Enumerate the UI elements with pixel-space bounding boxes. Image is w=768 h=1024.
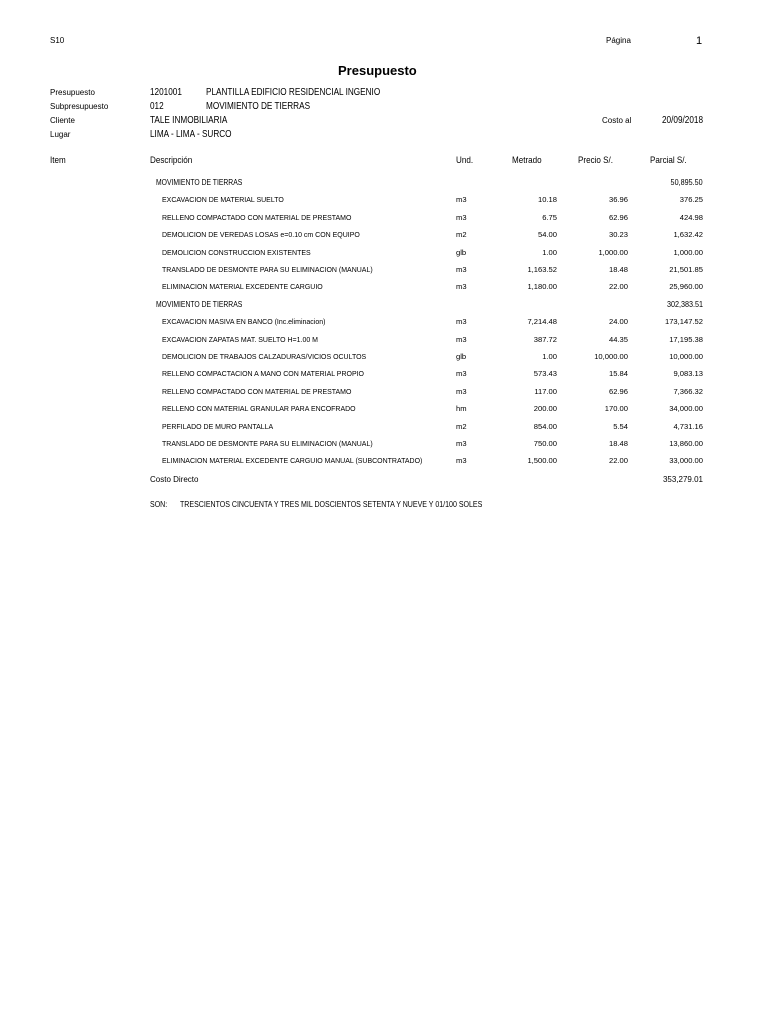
- row-precio: 15.84: [608, 369, 628, 379]
- row-parcial: 7,366.32: [673, 386, 703, 396]
- row-unit: m3: [456, 369, 467, 379]
- row-description: ELIMINACION MATERIAL EXCEDENTE CARGUIO: [162, 282, 323, 292]
- row-parcial: 4,731.16: [673, 421, 703, 431]
- row-metrado: 54.00: [537, 230, 557, 240]
- row-precio: 30.23: [608, 230, 628, 240]
- table-row: [0, 420, 768, 437]
- row-metrado: 10.18: [537, 195, 557, 205]
- son-label: SON:: [150, 500, 168, 509]
- table-row: [0, 246, 768, 263]
- costo-directo-label: Costo Directo: [150, 475, 199, 484]
- group-title: MOVIMIENTO DE TIERRAS: [156, 299, 243, 309]
- lugar-label: Lugar: [50, 130, 71, 139]
- row-metrado: 1.00: [542, 352, 557, 361]
- row-metrado: 573.43: [533, 369, 557, 379]
- row-parcial: 25,960.00: [669, 282, 703, 292]
- row-description: TRANSLADO DE DESMONTE PARA SU ELIMINACION (MANUAL): [162, 439, 373, 448]
- row-description: EXCAVACION MASIVA EN BANCO (Inc.eliminacion): [162, 317, 326, 327]
- group-total: 50,895.50: [670, 178, 703, 187]
- row-description: RELLENO COMPACTADO CON MATERIAL DE PRESTAMO: [162, 212, 352, 222]
- table-row: [0, 280, 768, 297]
- table-row: [0, 402, 768, 419]
- system-code: S10: [50, 36, 65, 45]
- row-precio: 18.48: [608, 439, 628, 448]
- row-parcial: 424.98: [679, 212, 703, 222]
- col-descripcion: Descripción: [150, 155, 193, 166]
- col-item: Item: [50, 155, 66, 166]
- row-unit: m2: [456, 421, 467, 431]
- group-row: [0, 298, 768, 315]
- row-metrado: 854.00: [533, 421, 557, 431]
- row-precio: 36.96: [608, 195, 628, 205]
- row-parcial: 9,083.13: [673, 369, 703, 379]
- row-description: PERFILADO DE MURO PANTALLA: [162, 421, 274, 431]
- row-unit: m3: [456, 195, 467, 205]
- page-number: 1: [696, 35, 703, 47]
- col-parcial: Parcial S/.: [650, 155, 687, 166]
- subpresupuesto-name: MOVIMIENTO DE TIERRAS: [206, 101, 311, 112]
- row-description: DEMOLICION DE TRABAJOS CALZADURAS/VICIOS OCULTOS: [162, 352, 367, 361]
- row-parcial: 173,147.52: [664, 317, 703, 327]
- row-description: RELLENO COMPACTADO CON MATERIAL DE PRESTAMO: [162, 386, 352, 396]
- group-row: [0, 176, 768, 193]
- row-parcial: 1,000.00: [673, 247, 703, 257]
- cliente-label: Cliente: [50, 116, 75, 125]
- row-precio: 24.00: [608, 317, 628, 327]
- row-precio: 1,000.00: [598, 247, 628, 257]
- row-description: DEMOLICION CONSTRUCCION EXISTENTES: [162, 247, 311, 257]
- table-row: [0, 385, 768, 402]
- costo-al-value: 20/09/2018: [662, 115, 704, 126]
- costo-directo-value: 353,279.01: [662, 475, 703, 484]
- row-parcial: 1,632.42: [673, 230, 703, 240]
- row-unit: m3: [456, 317, 467, 327]
- row-parcial: 17,195.38: [669, 334, 703, 344]
- row-precio: 62.96: [608, 212, 628, 222]
- row-description: ELIMINACION MATERIAL EXCEDENTE CARGUIO MANUAL (SUBCONTRATADO): [162, 456, 423, 466]
- page-label: Página: [606, 36, 631, 45]
- row-description: RELLENO CON MATERIAL GRANULAR PARA ENCOFRADO: [162, 404, 356, 414]
- row-unit: glb: [456, 352, 467, 361]
- row-metrado: 387.72: [533, 334, 557, 344]
- row-parcial: 10,000.00: [669, 352, 703, 361]
- page-title: Presupuesto: [338, 63, 417, 78]
- row-metrado: 1,500.00: [527, 456, 557, 466]
- presupuesto-label: Presupuesto: [50, 88, 95, 97]
- row-description: TRANSLADO DE DESMONTE PARA SU ELIMINACION (MANUAL): [162, 265, 373, 274]
- group-title: MOVIMIENTO DE TIERRAS: [156, 178, 243, 187]
- row-description: EXCAVACION DE MATERIAL SUELTO: [162, 195, 284, 205]
- presupuesto-name: PLANTILLA EDIFICIO RESIDENCIAL INGENIO: [206, 87, 381, 98]
- row-metrado: 1,180.00: [527, 282, 557, 292]
- row-metrado: 7,214.48: [527, 317, 557, 327]
- table-row: [0, 333, 768, 350]
- row-parcial: 21,501.85: [669, 265, 703, 274]
- group-total: 302,383.51: [666, 299, 703, 309]
- subpresupuesto-label: Subpresupuesto: [50, 102, 109, 111]
- row-metrado: 6.75: [542, 212, 557, 222]
- cliente-value: TALE INMOBILIARIA: [150, 115, 228, 126]
- row-description: EXCAVACION ZAPATAS MAT. SUELTO H=1.00 M: [162, 334, 318, 344]
- row-parcial: 376.25: [679, 195, 703, 205]
- row-description: DEMOLICION DE VEREDAS LOSAS e=0.10 cm CON EQUIPO: [162, 230, 360, 240]
- table-row: [0, 315, 768, 332]
- row-unit: glb: [456, 247, 467, 257]
- row-unit: m3: [456, 334, 467, 344]
- row-precio: 18.48: [608, 265, 628, 274]
- row-metrado: 1.00: [542, 247, 557, 257]
- col-precio: Precio S/.: [578, 155, 614, 166]
- row-metrado: 200.00: [533, 404, 557, 414]
- table-row: [0, 350, 768, 367]
- son-text: TRESCIENTOS CINCUENTA Y TRES MIL DOSCIENTOS SETENTA Y NUEVE Y 01/100 SOLES: [180, 500, 483, 509]
- row-metrado: 1,163.52: [527, 265, 557, 274]
- row-parcial: 33,000.00: [669, 456, 703, 466]
- subpresupuesto-code: 012: [150, 101, 164, 112]
- row-unit: m2: [456, 230, 467, 240]
- row-precio: 5.54: [613, 421, 628, 431]
- table-row: [0, 367, 768, 384]
- row-precio: 10,000.00: [594, 352, 628, 361]
- row-precio: 22.00: [608, 282, 628, 292]
- row-metrado: 117.00: [534, 386, 557, 396]
- table-row: [0, 454, 768, 471]
- table-row: [0, 437, 768, 454]
- row-precio: 44.35: [608, 334, 628, 344]
- col-metrado: Metrado: [512, 155, 542, 166]
- table-row: [0, 193, 768, 210]
- table-row: [0, 263, 768, 280]
- lugar-value: LIMA - LIMA - SURCO: [150, 129, 232, 140]
- row-unit: m3: [456, 212, 467, 222]
- row-unit: m3: [456, 456, 467, 466]
- costo-al-label: Costo al: [602, 116, 632, 125]
- row-parcial: 34,000.00: [669, 404, 703, 414]
- row-unit: m3: [456, 265, 467, 274]
- row-description: RELLENO COMPACTACION A MANO CON MATERIAL PROPIO: [162, 369, 364, 379]
- row-precio: 62.96: [608, 386, 628, 396]
- row-metrado: 750.00: [533, 439, 557, 448]
- row-unit: m3: [456, 282, 467, 292]
- row-unit: hm: [456, 404, 467, 414]
- row-parcial: 13,860.00: [669, 439, 703, 448]
- presupuesto-code: 1201001: [150, 87, 182, 98]
- row-precio: 170.00: [604, 404, 628, 414]
- row-unit: m3: [456, 386, 467, 396]
- row-precio: 22.00: [608, 456, 628, 466]
- table-row: [0, 211, 768, 228]
- table-row: [0, 228, 768, 245]
- row-unit: m3: [456, 439, 467, 448]
- col-und: Und.: [456, 155, 474, 166]
